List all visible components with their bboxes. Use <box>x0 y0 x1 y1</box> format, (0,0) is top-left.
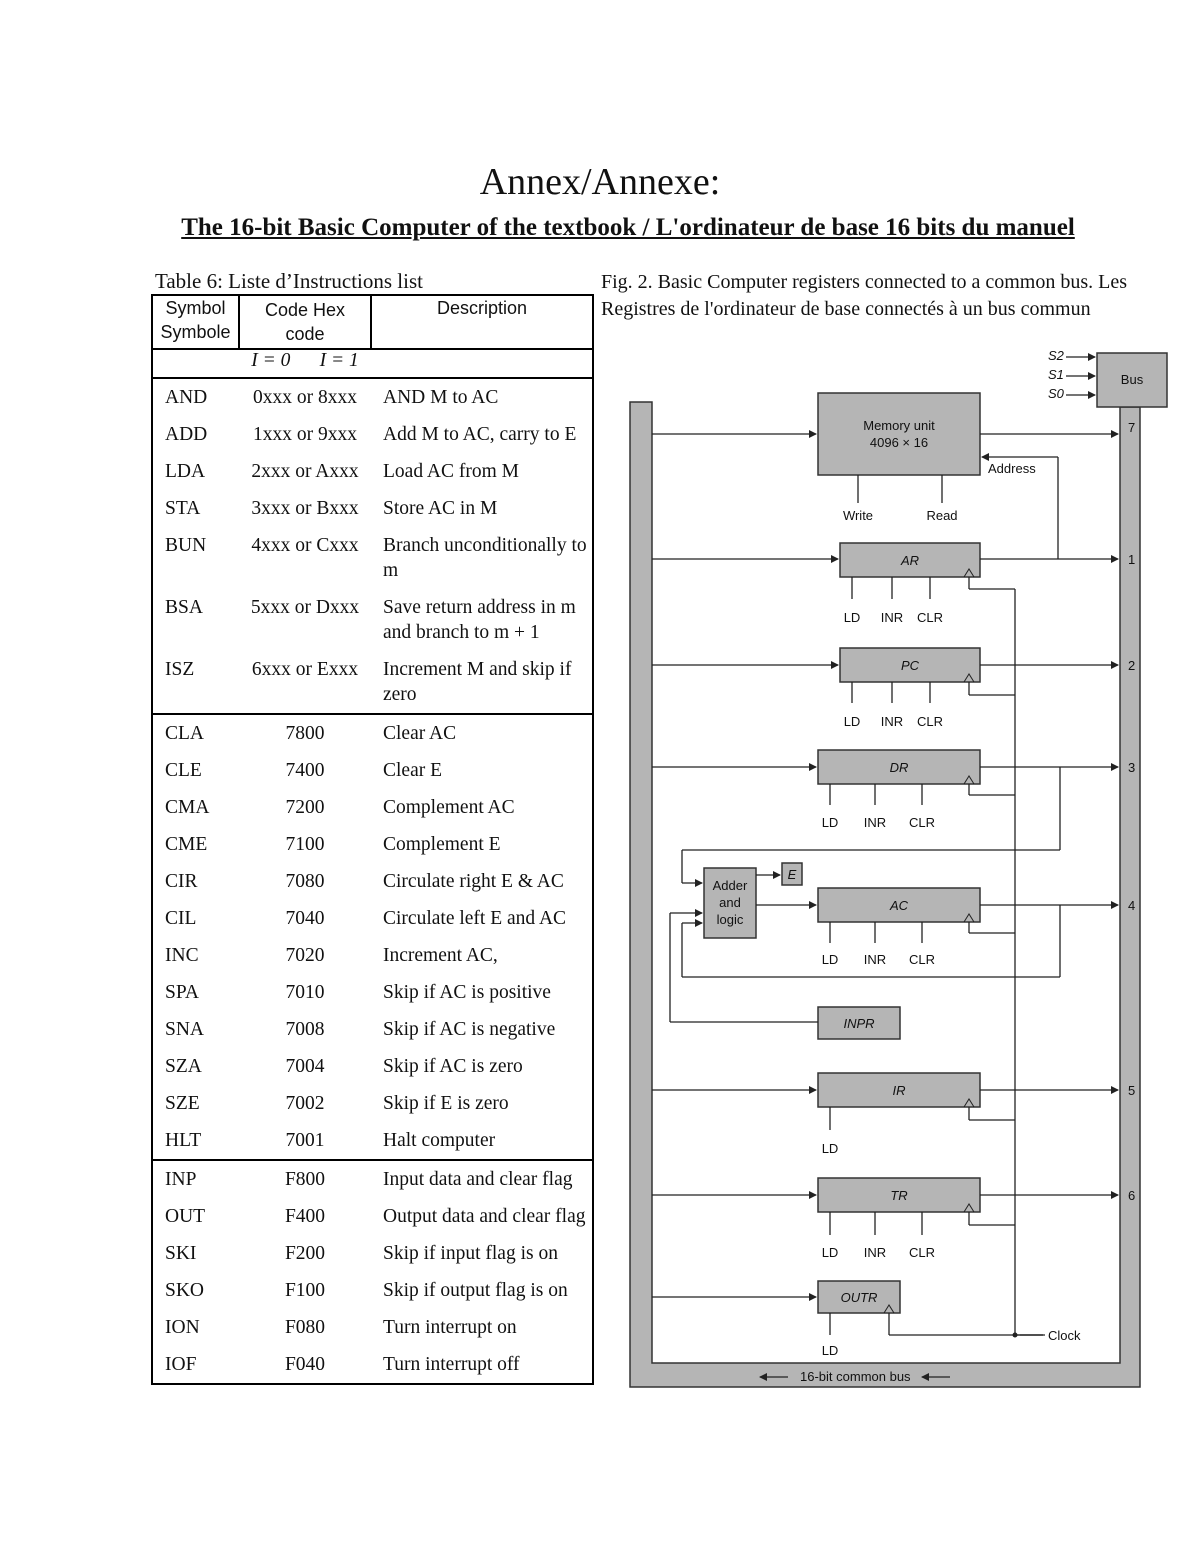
instruction-code: 3xxx or Bxxx <box>251 498 359 519</box>
instruction-symbol: SKO <box>152 1272 239 1309</box>
instruction-code: F800 <box>239 1160 371 1198</box>
instruction-code: 7004 <box>285 1056 325 1077</box>
instruction-symbol: ION <box>152 1309 239 1346</box>
table-row <box>152 378 593 416</box>
address-label: Address <box>988 461 1036 476</box>
ir-ld: LD <box>821 1141 839 1156</box>
table-row <box>152 1309 593 1346</box>
instruction-description: Skip if AC is negative <box>371 1011 593 1048</box>
register-ar-label: AR <box>900 553 920 568</box>
table-row <box>152 752 593 789</box>
instruction-symbol: CLA <box>152 714 239 752</box>
bus-number-5: 5 <box>1128 1083 1136 1098</box>
instruction-code: 7040 <box>285 908 325 929</box>
instruction-code: 7800 <box>239 714 371 752</box>
instruction-code: 7002 <box>285 1093 325 1114</box>
instruction-description: Load AC from M <box>371 453 593 490</box>
instruction-symbol: OUT <box>152 1198 239 1235</box>
bus-number-6: 6 <box>1128 1188 1136 1203</box>
table-header-row <box>152 295 593 349</box>
instruction-symbol: AND <box>152 378 239 416</box>
instruction-symbol: INC <box>152 937 239 974</box>
instruction-code: 7080 <box>285 871 325 892</box>
register-outr-label: OUTR <box>840 1290 878 1305</box>
instruction-symbol: CME <box>152 826 239 863</box>
instruction-description: Circulate left E and AC <box>371 900 593 937</box>
indirect-bit-row <box>152 349 593 378</box>
tr-ld: LD <box>821 1245 839 1260</box>
instruction-symbol: SPA <box>152 974 239 1011</box>
tr-inr: INR <box>863 1245 887 1260</box>
table-row <box>152 900 593 937</box>
table-row <box>152 714 593 752</box>
instruction-description: Turn interrupt on <box>371 1309 593 1346</box>
instruction-description: Skip if AC is zero <box>371 1048 593 1085</box>
table-row <box>152 1198 593 1235</box>
indirect-one-label: I = 1 <box>319 350 359 371</box>
instruction-symbol: STA <box>152 490 239 527</box>
memory-unit <box>818 393 980 475</box>
instruction-code: 5xxx or Dxxx <box>250 597 360 618</box>
instruction-description: Circulate right E & AC <box>371 863 593 900</box>
register-inpr-label: INPR <box>843 1016 875 1031</box>
dr-ld: LD <box>821 815 839 830</box>
pc-inr: INR <box>880 714 904 729</box>
register-tr-label: TR <box>890 1188 908 1203</box>
table-row <box>152 863 593 900</box>
instruction-symbol: CMA <box>152 789 239 826</box>
instruction-symbol: SZE <box>152 1085 239 1122</box>
instruction-description: Clear E <box>371 752 593 789</box>
table-row <box>152 1011 593 1048</box>
table-row <box>152 1272 593 1309</box>
write-label: Write <box>842 508 874 523</box>
instruction-description: Skip if input flag is on <box>371 1235 593 1272</box>
common-bus-label: 16-bit common bus <box>800 1369 911 1384</box>
dr-inr: INR <box>863 815 887 830</box>
ac-inr: INR <box>863 952 887 967</box>
instruction-code: 6xxx or Exxx <box>251 659 359 680</box>
basic-computer-diagram <box>620 345 1180 1395</box>
instruction-description: Complement AC <box>371 789 593 826</box>
instruction-symbol: ADD <box>152 416 239 453</box>
register-ac-label: AC <box>889 898 909 913</box>
ar-ld: LD <box>843 610 861 625</box>
pc-clr: CLR <box>916 714 944 729</box>
instruction-code: F200 <box>284 1243 326 1264</box>
header-symbol-line1: Symbol <box>165 298 226 318</box>
read-label: Read <box>926 508 958 523</box>
instruction-description: Increment M and skip if zero <box>371 651 593 714</box>
select-s0: S0 <box>1048 386 1064 401</box>
instruction-description: Skip if output flag is on <box>371 1272 593 1309</box>
instruction-description: Skip if AC is positive <box>371 974 593 1011</box>
instruction-description: Complement E <box>371 826 593 863</box>
bus-number-7: 7 <box>1128 420 1136 435</box>
ac-ld: LD <box>821 952 839 967</box>
instruction-symbol: ISZ <box>152 651 239 714</box>
table-row <box>152 1346 593 1384</box>
table-row <box>152 527 593 589</box>
table-row <box>152 1122 593 1160</box>
bus-label: Bus <box>1120 372 1144 387</box>
instruction-symbol: CLE <box>152 752 239 789</box>
instruction-code: F100 <box>284 1280 326 1301</box>
instruction-code: 7001 <box>285 1130 325 1151</box>
page-title: Annex/Annexe: <box>479 161 721 203</box>
header-code-line2: code <box>285 324 325 344</box>
register-pc-label: PC <box>900 658 920 673</box>
instruction-description: Halt computer <box>371 1122 593 1160</box>
bus-number-2: 2 <box>1128 658 1136 673</box>
instruction-description: Add M to AC, carry to E <box>371 416 593 453</box>
instruction-description: Clear AC <box>371 714 593 752</box>
header-code <box>239 295 371 349</box>
instruction-description: Save return address in m and branch to m + 1 <box>371 589 593 651</box>
instruction-symbol: CIL <box>152 900 239 937</box>
indirect-zero-label: I = 0 <box>251 350 291 371</box>
instruction-symbol: SZA <box>152 1048 239 1085</box>
instruction-symbol: BUN <box>152 527 239 589</box>
instruction-symbol: SKI <box>152 1235 239 1272</box>
select-s2: S2 <box>1048 348 1064 363</box>
e-label: E <box>787 867 797 882</box>
outr-ld: LD <box>821 1343 839 1358</box>
page-subtitle: The 16-bit Basic Computer of the textbook / L'ordinateur de base 16 bits du manuel <box>181 214 1075 241</box>
table-row <box>152 937 593 974</box>
table-row <box>152 1085 593 1122</box>
ar-clr: CLR <box>916 610 944 625</box>
bus-number-4: 4 <box>1128 898 1136 913</box>
instruction-code: 2xxx or Axxx <box>251 461 359 482</box>
instruction-code: F040 <box>239 1346 371 1384</box>
instruction-description: Turn interrupt off <box>371 1346 593 1384</box>
instruction-code: 7400 <box>285 760 325 781</box>
instruction-description: Store AC in M <box>371 490 593 527</box>
select-s1: S1 <box>1048 367 1064 382</box>
ac-clr: CLR <box>908 952 936 967</box>
adder-label-3: logic <box>716 912 744 927</box>
memory-unit-label: Memory unit <box>863 418 935 433</box>
instruction-description: AND M to AC <box>371 378 593 416</box>
instruction-symbol: LDA <box>152 453 239 490</box>
instruction-code: 0xxx or 8xxx <box>253 387 357 408</box>
ar-inr: INR <box>880 610 904 625</box>
table-row <box>152 589 593 651</box>
header-symbol <box>152 295 239 349</box>
table-row <box>152 453 593 490</box>
table-row <box>152 1160 593 1198</box>
adder-label-1: Adder <box>712 878 748 893</box>
instruction-symbol: CIR <box>152 863 239 900</box>
instruction-description: Skip if E is zero <box>371 1085 593 1122</box>
header-code-line1: Code Hex <box>264 300 346 320</box>
memory-size-label: 4096 × 16 <box>869 435 929 450</box>
instruction-code: 7020 <box>285 945 325 966</box>
instruction-symbol: IOF <box>152 1346 239 1384</box>
figure-caption: Fig. 2. Basic Computer registers connected to a common bus. Les Registres de l'ordinateur de base connectés à un bus commun <box>601 271 1128 320</box>
instruction-description: Input data and clear flag <box>371 1160 593 1198</box>
instruction-code: 7200 <box>285 797 325 818</box>
header-description: Description <box>371 295 593 349</box>
instruction-description: Branch unconditionally to m <box>371 527 593 589</box>
instruction-code: 7100 <box>285 834 325 855</box>
tr-clr: CLR <box>908 1245 936 1260</box>
header-symbol-line2: Symbole <box>160 322 231 342</box>
table-row <box>152 651 593 714</box>
instruction-code: 1xxx or 9xxx <box>253 424 357 445</box>
bus-number-3: 3 <box>1128 760 1136 775</box>
instruction-table <box>151 294 594 1385</box>
table-row <box>152 974 593 1011</box>
instruction-symbol: HLT <box>152 1122 239 1160</box>
table-row <box>152 1235 593 1272</box>
register-dr-label: DR <box>889 760 909 775</box>
bus-number-1: 1 <box>1128 552 1136 567</box>
dr-clr: CLR <box>908 815 936 830</box>
instruction-symbol: INP <box>152 1160 239 1198</box>
instruction-code: F400 <box>284 1206 326 1227</box>
instruction-code: 7008 <box>285 1019 325 1040</box>
clock-label: Clock <box>1048 1328 1081 1343</box>
instruction-code: 7010 <box>285 982 325 1003</box>
register-bus-diagram <box>620 345 1180 1395</box>
instruction-symbol: SNA <box>152 1011 239 1048</box>
register-ir-label: IR <box>892 1083 906 1098</box>
adder-label-2: and <box>719 895 741 910</box>
table-row <box>152 826 593 863</box>
instruction-description: Output data and clear flag <box>371 1198 593 1235</box>
pc-ld: LD <box>843 714 861 729</box>
instruction-code: F080 <box>284 1317 326 1338</box>
table-row <box>152 789 593 826</box>
table-row <box>152 1048 593 1085</box>
instruction-code: 4xxx or Cxxx <box>251 535 359 556</box>
table-caption: Table 6: Liste d’Instructions list <box>155 269 423 293</box>
instruction-symbol: BSA <box>152 589 239 651</box>
table-row <box>152 490 593 527</box>
instruction-description: Increment AC, <box>371 937 593 974</box>
table-row <box>152 416 593 453</box>
